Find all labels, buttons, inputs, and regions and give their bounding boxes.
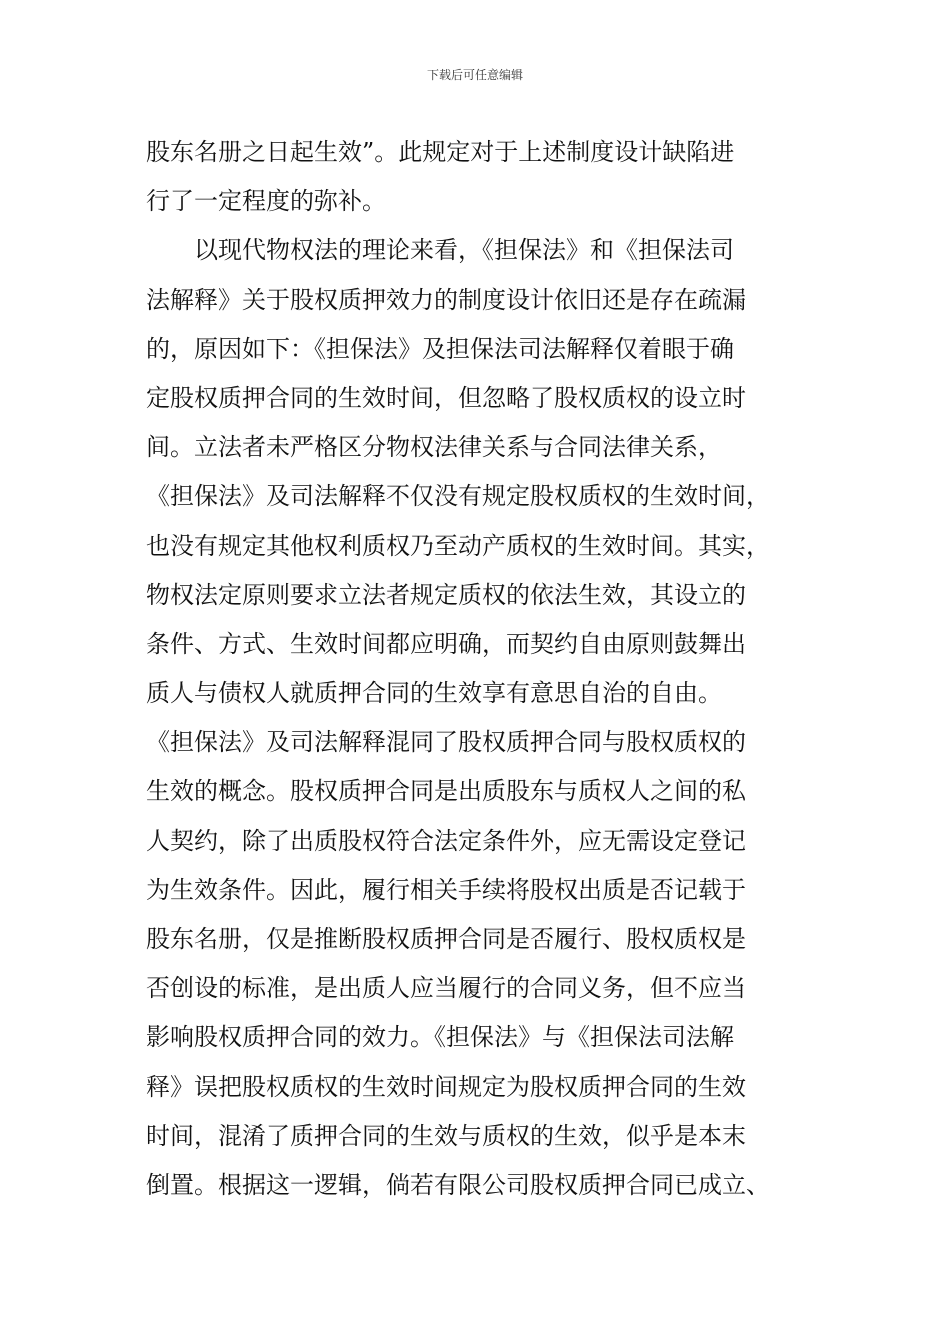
text-line: 定股权质押合同的生效时间，但忽略了股权质权的设立时 [146,383,746,412]
text-line: 影响股权质押合同的效力。《担保法》与《担保法司法解 [146,1023,734,1052]
text-line: 人契约，除了出质股权符合法定条件外，应无需设定登记 [146,826,746,855]
page-header: 下载后可任意编辑 [426,68,523,82]
text-line: 也没有规定其他权利质权乃至动产质权的生效时间。其实， [146,531,770,560]
text-line: 释》误把股权质权的生效时间规定为股权质押合同的生效 [146,1072,746,1101]
text-line: 条件、方式、生效时间都应明确，而契约自由原则鼓舞出 [146,629,746,658]
text-line: 《担保法》及司法解释不仅没有规定股权质权的生效时间， [146,482,770,511]
text-line: 时间，混淆了质押合同的生效与质权的生效，似乎是本末 [146,1121,746,1150]
text-line: 为生效条件。因此，履行相关手续将股权出质是否记载于 [146,875,746,904]
text-line: 的，原因如下：《担保法》及担保法司法解释仅着眼于确 [146,334,734,363]
text-line: 股东名册之日起生效”。此规定对于上述制度设计缺陷进 [146,138,735,166]
text-line: 质人与债权人就质押合同的生效享有意思自治的自由。 [146,679,722,708]
text-line: 生效的概念。股权质押合同是出质股东与质权人之间的私 [146,777,746,806]
text-line: 行了一定程度的弥补。 [146,187,386,216]
text-line: 《担保法》及司法解释混同了股权质押合同与股权质权的 [146,728,746,757]
text-line: 物权法定原则要求立法者规定质权的依法生效，其设立的 [146,580,746,609]
text-line: 倒置。根据这一逻辑，倘若有限公司股权质押合同已成立、 [146,1170,770,1199]
text-line: 股东名册，仅是推断股权质押合同是否履行、股权质权是 [146,925,746,953]
text-line: 法解释》关于股权质押效力的制度设计依旧还是存在疏漏 [146,285,746,314]
document-body [146,128,806,1210]
text-line: 间。立法者未严格区分物权法律关系与合同法律关系， [146,433,722,462]
text-line: 否创设的标准，是出质人应当履行的合同义务，但不应当 [146,974,746,1003]
text-line: 以现代物权法的理论来看，《担保法》和《担保法司 [146,236,734,265]
